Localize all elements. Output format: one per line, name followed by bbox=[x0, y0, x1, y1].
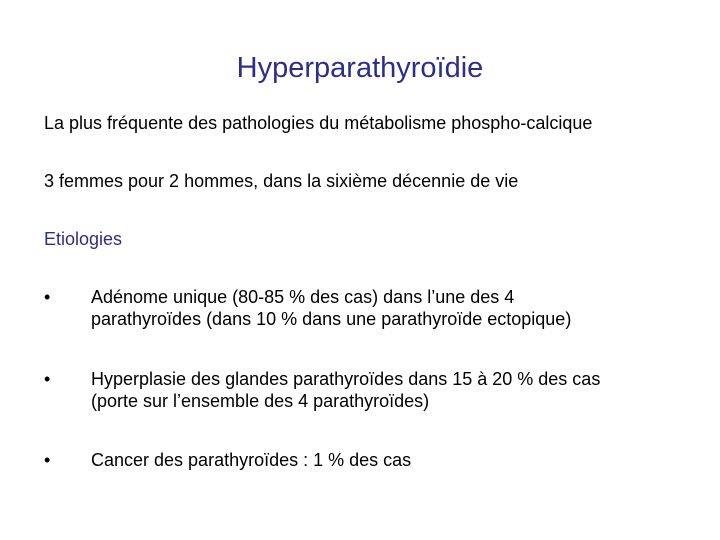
bullet-text-line: Adénome unique (80-85 % des cas) dans l’une des 4 bbox=[91, 287, 515, 307]
bullet-icon: • bbox=[44, 287, 51, 307]
section-heading-etiologies: Etiologies bbox=[44, 229, 123, 249]
bullet-icon: • bbox=[44, 369, 51, 389]
bullet-text-line: Cancer des parathyroïdes : 1 % des cas bbox=[91, 450, 412, 470]
bullet-text bbox=[91, 368, 681, 412]
bullet-text-line: Hyperplasie des glandes parathyroïdes dans 15 à 20 % des cas bbox=[91, 369, 601, 389]
bullet-text bbox=[91, 286, 681, 330]
bullet-icon: • bbox=[44, 450, 51, 470]
slide-title: Hyperparathyroïdie bbox=[236, 52, 484, 84]
intro-line-frequency: La plus fréquente des pathologies du métabolisme phospho-calcique bbox=[44, 113, 593, 133]
intro-line-epidemiology: 3 femmes pour 2 hommes, dans la sixième décennie de vie bbox=[44, 171, 519, 191]
bullet-text-line: (porte sur l’ensemble des 4 parathyroïdes) bbox=[91, 391, 430, 411]
bullet-text bbox=[91, 449, 681, 471]
bullet-text-line: parathyroïdes (dans 10 % dans une parathyroïde ectopique) bbox=[91, 309, 572, 329]
